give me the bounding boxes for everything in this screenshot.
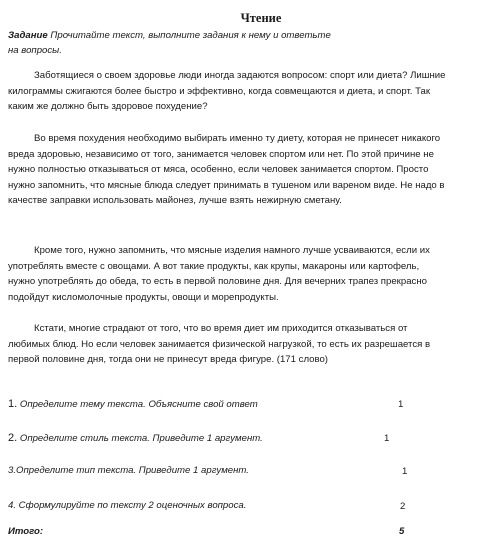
question-1-number: 1. [8,398,18,410]
paragraph-4-text: Кстати, многие страдают от того, что во время диет им приходится отказываться от любимых блюд. Но если человек занимается физической нагрузкой, то есть их разрешается в первой половине дня, тогда они не принесут вреда фигуре. (171 слово) [8,323,431,365]
question-2-points: 1 [384,433,390,444]
question-1 [8,398,428,410]
paragraph-1 [8,68,448,115]
question-1-text: Определите тему текста. Объясните свой ответ [17,399,258,410]
question-3-points: 1 [402,466,408,477]
question-2 [8,432,428,444]
question-4 [8,500,428,511]
paragraph-3-text: Кроме того, нужно запомнить, что мясные изделия намного лучше усваиваются, если их употреблять вместе с овощами. А вот такие продукты, как крупы, макароны или картофель, нужно употреблять до обеда, то есть в первой половине дня. Для вечерних трапез прекрасно подойдут кисломолочные продукты, овощи и морепродукты. [8,245,430,303]
paragraph-4 [8,321,448,368]
question-2-text: Определите стиль текста. Приведите 1 аргумент. [17,433,263,444]
question-4-number: 4. [8,500,17,511]
task-text: Прочитайте текст, выполните задания к нему и ответьте на вопросы. [8,30,331,56]
total-label: Итого: [8,526,44,537]
paragraph-2 [8,131,448,209]
question-1-points: 1 [398,399,404,410]
page-title: Чтение [240,11,282,25]
task-instruction [8,28,338,58]
task-label: Задание [8,30,48,41]
paragraph-1-text: Заботящиеся о своем здоровье люди иногда задаются вопросом: спорт или диета? Лишние килограммы сжигаются более быстро и эффективно, когда совмещаются и диета, и спорт. Так каким же должно быть здоровое похудение? [8,70,446,112]
paragraph-2-text: Во время похудения необходимо выбирать именно ту диету, которая не принесет никакого вреда здоровью, независимо от того, занимается человек спортом или нет. По этой причине не нужно полностью отказываться от мяса, особенно, если человек занимается спортом. Просто нужно запомнить, что мясные блюда следует принимать в тушеном или вареном виде. Не надо в качестве заправки использовать майонез, лучше взять нежирную сметану. [8,133,445,206]
question-3-text: Определите тип текста. Приведите 1 аргумент. [16,465,249,476]
question-3 [8,465,428,476]
question-2-number: 2. [8,432,18,444]
total-points: 5 [399,526,405,537]
paragraph-3 [8,243,448,305]
question-4-text: Сформулируйте по тексту 2 оценочных вопроса. [16,500,247,511]
question-3-number: 3. [8,465,17,476]
question-4-points: 2 [400,501,406,512]
